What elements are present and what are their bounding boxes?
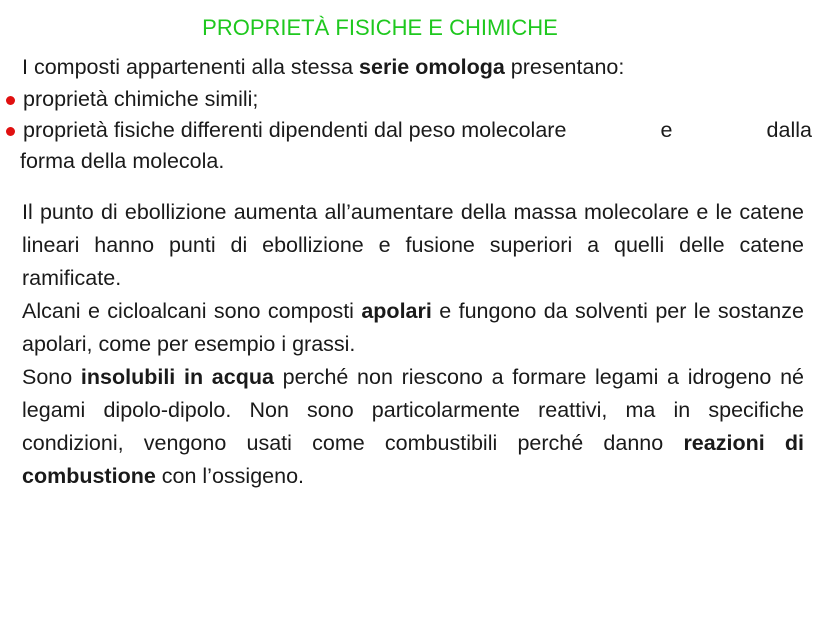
bullet-text-continuation: forma della molecola. [20, 149, 225, 173]
bullet-text-line [23, 115, 812, 146]
paragraph-insoluble [22, 361, 804, 493]
bullet-text-part: dalla [766, 118, 812, 142]
intro-bold-term: serie omologa [359, 55, 505, 79]
paragraph-text: perché non riescono a formare legami a idrogeno né legami dipolo-dipolo. Non sono particolarmente reattivi, ma in specifiche condizioni, vengono usati come combustibili perché danno [22, 365, 804, 455]
bullet-dot-icon [6, 96, 15, 105]
paragraph-boiling-point: Il punto di ebollizione aumenta all’aumentare della massa molecolare e le catene lineari hanno punti di ebollizione e fusione superiori a quelli delle catene ramificate. [22, 200, 804, 290]
slide-title: PROPRIETÀ FISICHE E CHIMICHE [202, 15, 558, 40]
paragraph-text: Sono [22, 365, 81, 389]
intro-line [22, 52, 812, 83]
bullet-text: proprietà chimiche simili; [23, 87, 259, 111]
bullet-item [0, 115, 812, 177]
bullet-text-part: proprietà fisiche differenti dipendenti dal peso molecolare [23, 118, 567, 142]
paragraph-text: con l’ossigeno. [155, 464, 304, 488]
paragraph-text: Alcani e cicloalcani sono composti [22, 299, 362, 323]
bold-term: reazioni di combustione [22, 431, 805, 488]
bullet-item [0, 84, 812, 115]
paragraph-text: e fungono da solventi per le sostanze apolari, come per esempio i grassi. [22, 299, 804, 356]
bullet-list [0, 84, 812, 177]
bullet-dot-icon [6, 127, 15, 136]
intro-text-after: presentano: [504, 55, 625, 79]
bold-term: insolubili in acqua [80, 365, 274, 389]
intro-text-before: I composti appartenenti alla stessa [22, 55, 360, 79]
body-text [22, 196, 804, 493]
paragraph-apolar [22, 295, 804, 361]
bold-term: apolari [361, 299, 432, 323]
bullet-text-part: e [660, 118, 673, 142]
